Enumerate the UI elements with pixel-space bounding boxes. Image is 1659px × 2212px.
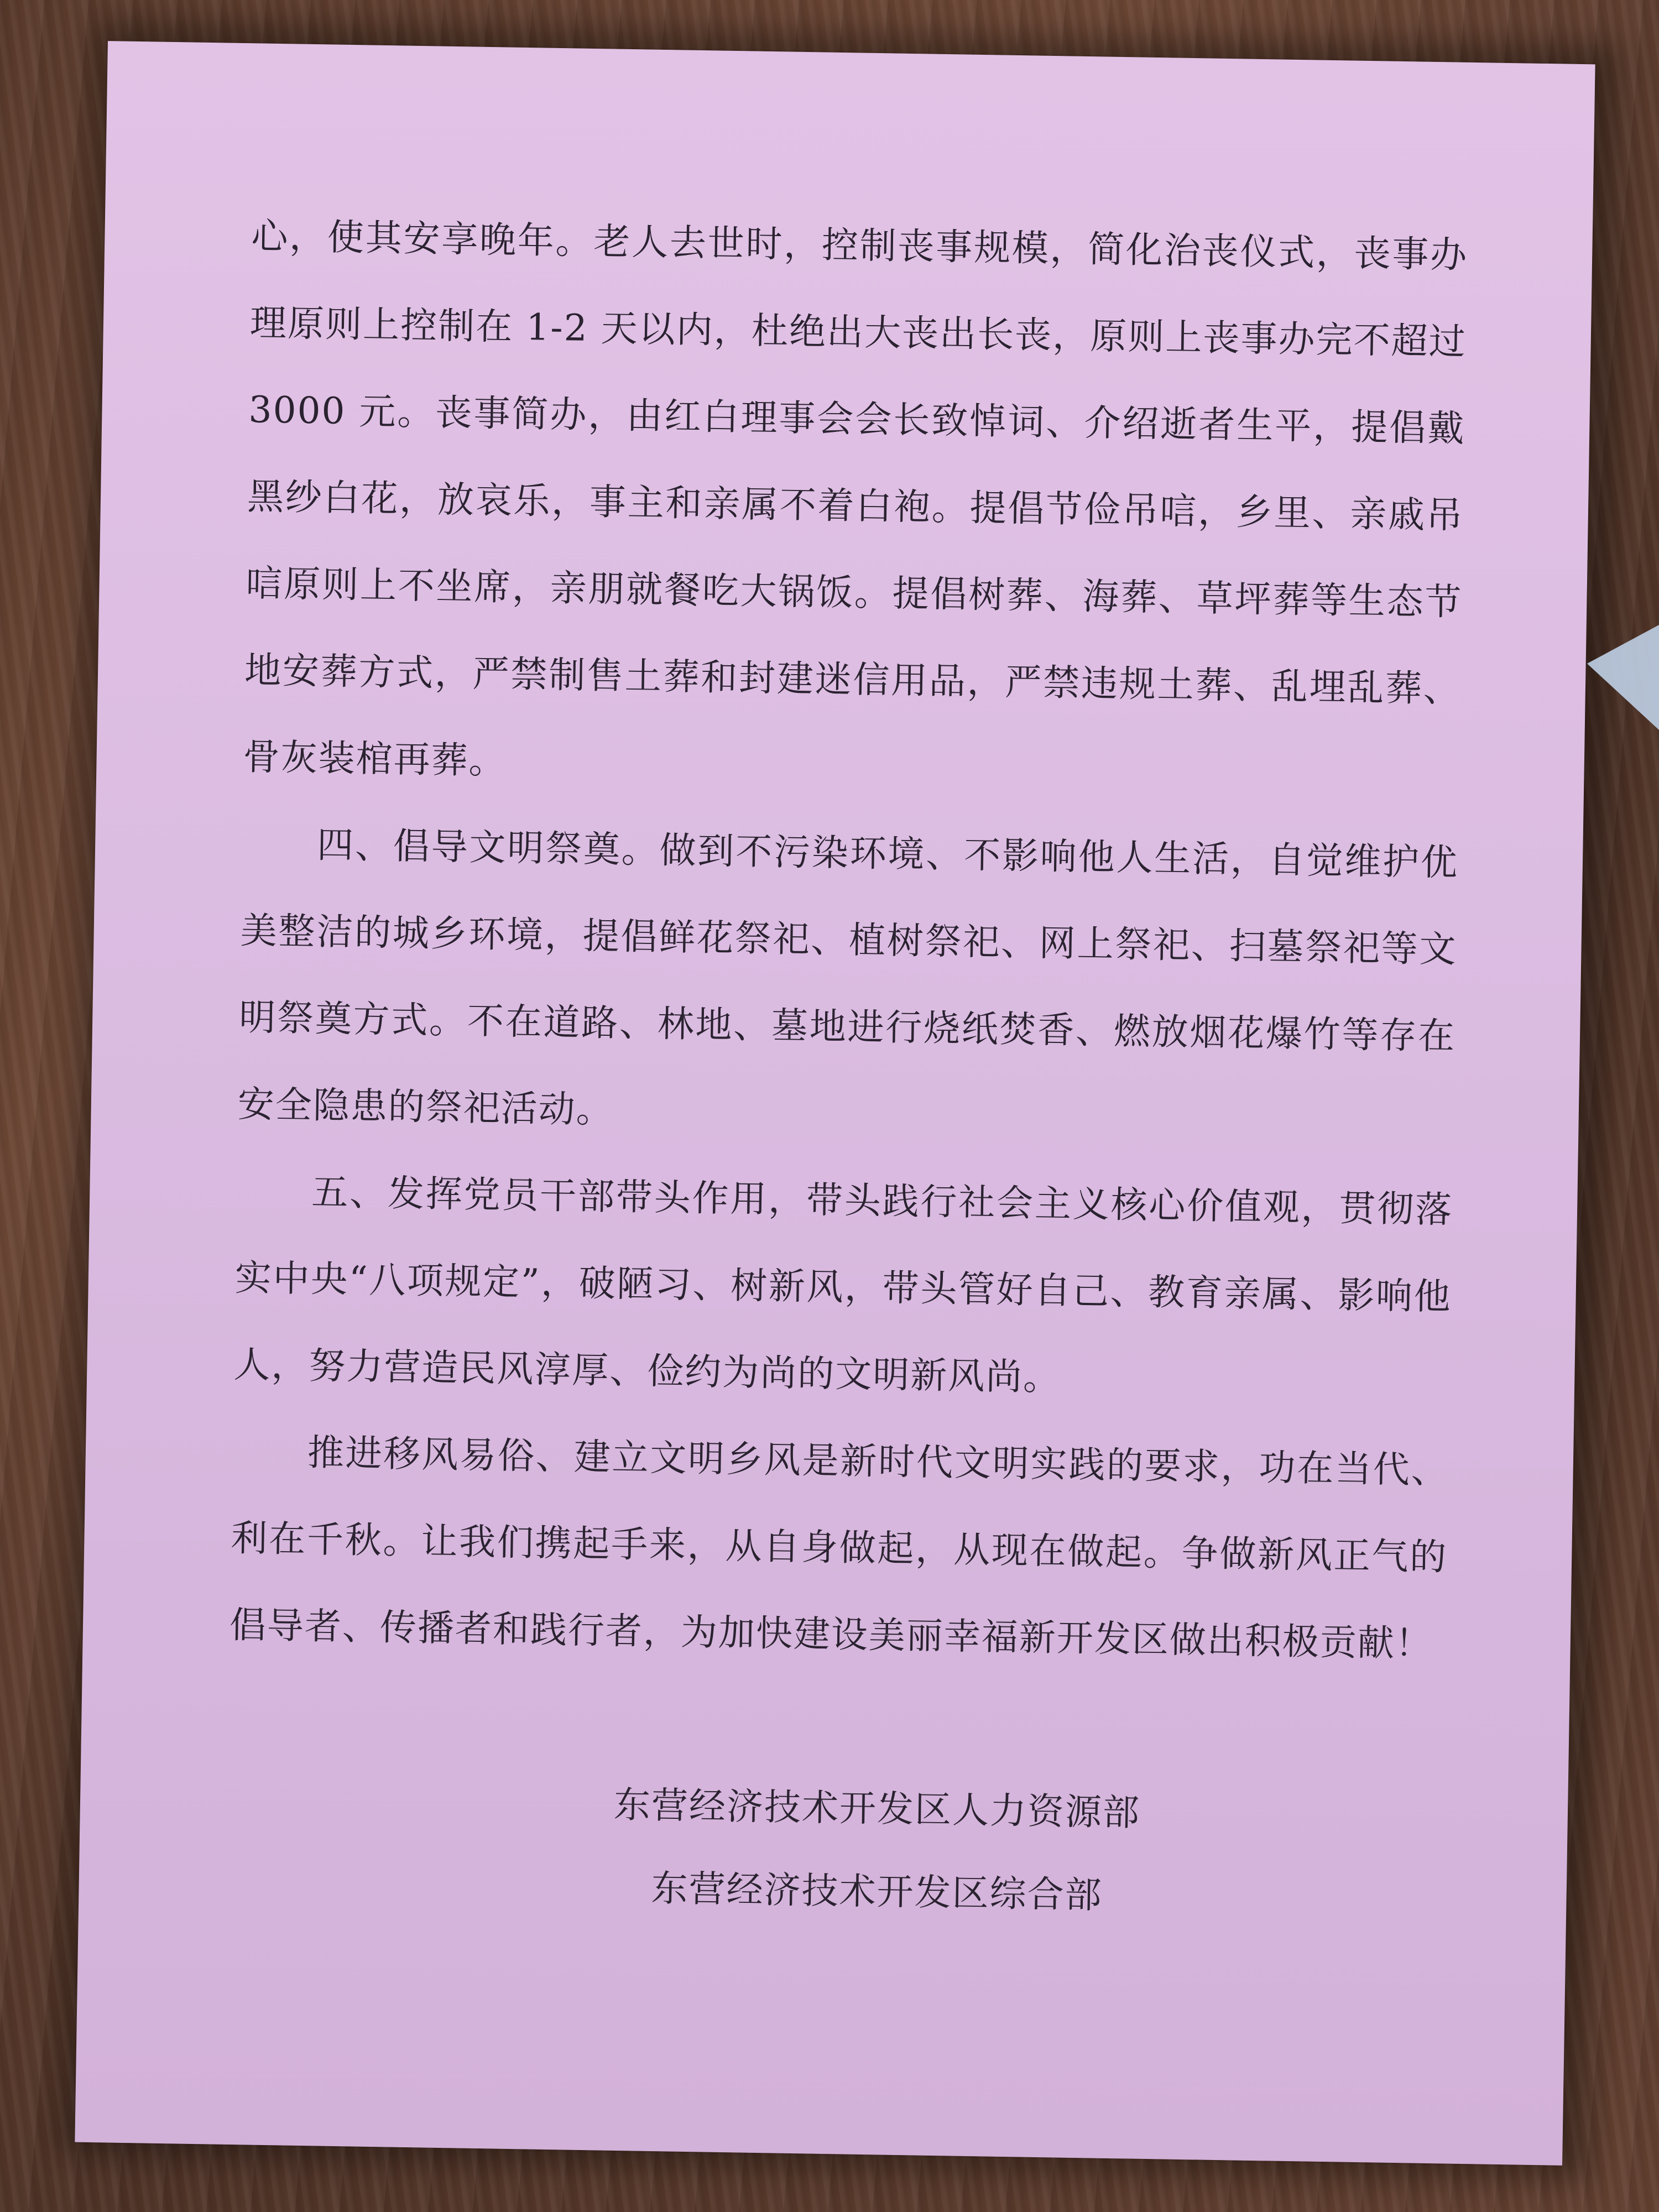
signature-block (612, 1764, 1278, 1940)
document-body (229, 192, 1469, 1687)
paper-scrap (1587, 625, 1659, 730)
paragraph-civilized-memorial: 四、倡导文明祭奠。做到不污染环境、不影响他人生活，自觉维护优美整洁的城乡环境，提倡鲜花祭祀、植树祭祀、网上祭祀、扫墓祭祀等文明祭奠方式。不在道路、林地、墓地进行烧纸焚香、燃放烟花爆竹等存在安全隐患的祭祀活动。 (237, 823, 1459, 1131)
paragraph-closing: 推进移风易俗、建立文明乡风是新时代文明实践的要求，功在当代、利在千秋。让我们携起手来，从自身做起，从现在做起。争做新风正气的倡导者、传播者和践行者，为加快建设美丽幸福新开发区做出积极贡献！ (229, 1431, 1449, 1666)
paragraph-funeral-rules: 心，使其安享晚年。老人去世时，控制丧事规模，简化治丧仪式，丧事办理原则上控制在 1-2 天以内，杜绝出大丧出长丧，原则上丧事办完不超过 3000 元。丧事简办，由红白理事会会长致悼词、介绍逝者生平，提倡戴黑纱白花，放哀乐，事主和亲属不着白袍。提倡节俭吊唁，乡里、亲戚吊唁原则上不坐席，亲朋就餐吃大锅饭。提倡树葬、海葬、草坪葬等生态节地安葬方式，严禁制售土葬和封建迷信用品，严禁违规土葬、乱埋乱葬、骨灰装棺再葬。 (243, 215, 1468, 782)
signature-hr-department: 东营经济技术开发区人力资源部 (613, 1783, 1141, 1834)
paragraph-party-members: 五、发挥党员干部带头作用，带头践行社会主义核心价值观，贯彻落实中央“八项规定”，破陋习、树新风，带头管好自己、教育亲属、影响他人，努力营造民风淳厚、俭约为尚的文明新风尚。 (233, 1171, 1453, 1399)
signature-general-department: 东营经济技术开发区综合部 (651, 1866, 1103, 1917)
document-page (75, 41, 1595, 2166)
